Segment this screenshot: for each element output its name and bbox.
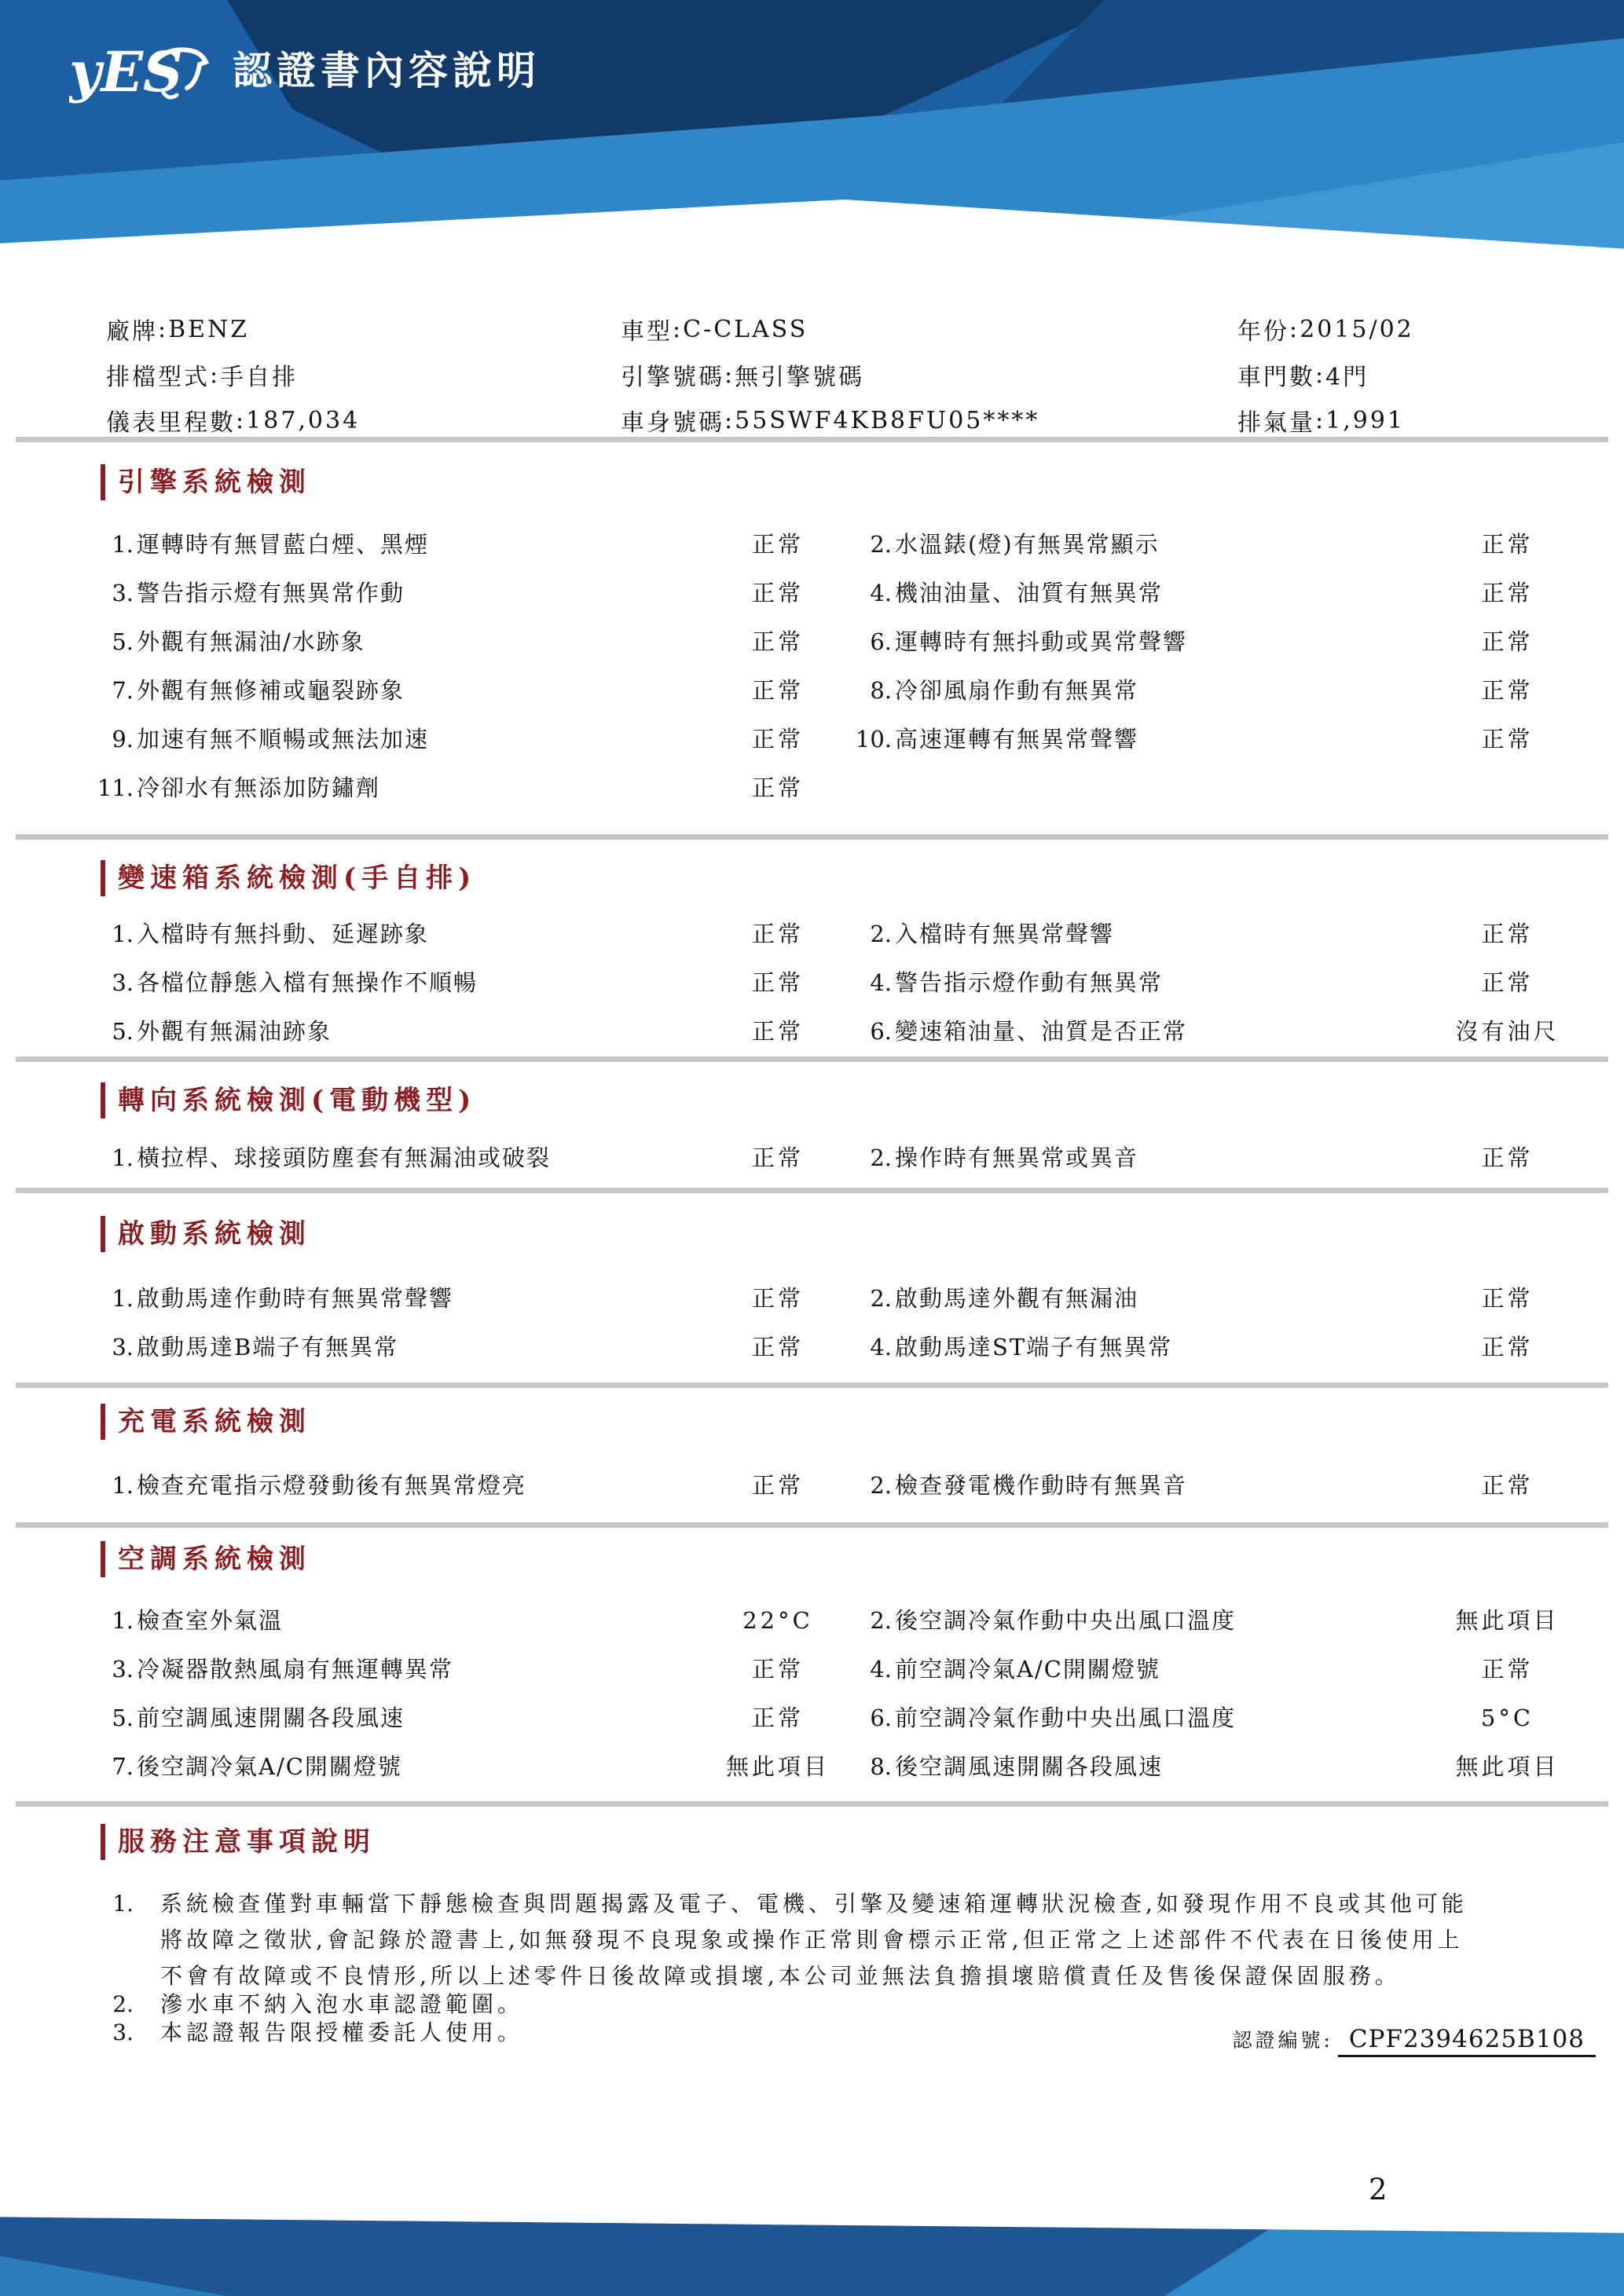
inspection-item-number: 5. [112,628,134,655]
inspection-item-label [849,968,1438,1016]
inspection-item-text: 啟動馬達作動時有無異常聲響 [137,1285,454,1312]
note-text-line: 系統檢查僅對車輛當下靜態檢查與問題揭露及電子、電機、引擎及變速箱運轉狀況檢查,如發現作用不良或其他可能 [160,1891,1468,1917]
inspection-item-number: 3. [112,969,134,996]
info-colon: : [1289,315,1300,343]
inspection-item-text: 運轉時有無冒藍白煙、黑煙 [137,531,430,558]
inspection-item-text: 警告指示燈作動有無異常 [895,969,1164,996]
note-text [134,1886,1468,1994]
inspection-item-result: 正常 [1481,1285,1534,1312]
inspection-item-text: 各檔位靜態入檔有無操作不順暢 [137,969,478,996]
section-title: 變速箱系統檢測(手自排) [118,862,477,894]
inspection-items [90,1606,1560,1800]
section-accent-bar [101,1082,105,1119]
info-field [1222,306,1534,352]
inspection-item-number: 1. [112,1285,134,1312]
info-value: 無引擎號碼 [735,364,865,391]
inspection-section [0,1056,1624,1188]
inspection-item-text: 啟動馬達B端子有無異常 [137,1334,399,1360]
inspection-item-label [90,1470,707,1519]
inspection-item-text: 啟動馬達ST端子有無異常 [895,1334,1173,1360]
inspection-item-result: 正常 [751,1705,804,1731]
inspection-item-label [849,1332,1438,1381]
inspection-item-label [90,968,707,1016]
inspection-item-text: 橫拉桿、球接頭防塵套有無漏油或破裂 [137,1144,552,1171]
inspection-item-label [90,1283,707,1332]
inspection-section [0,834,1624,1056]
section-divider [16,834,1608,840]
inspection-item-result: 正常 [1481,921,1534,947]
info-value: BENZ [168,315,250,343]
inspection-item-label [849,1752,1438,1800]
inspection-item-number: 9. [112,726,134,753]
info-value: 187,034 [246,406,361,434]
page-footer [0,2207,1624,2296]
certificate-number-row [1232,2025,1596,2057]
info-value: 1,991 [1325,406,1405,434]
page-title: 認證書內容說明 [233,47,541,93]
info-label: 車身號碼 [621,409,724,437]
inspection-item-label [849,627,1438,676]
inspection-item-text: 外觀有無漏油跡象 [137,1018,332,1045]
section-title: 轉向系統檢測(電動機型) [118,1085,477,1116]
inspection-item-result: 正常 [1481,628,1534,655]
inspection-item-label [90,919,707,968]
inspection-item-text: 警告指示燈有無異常作動 [137,580,405,606]
section-accent-bar [101,860,105,896]
inspection-item-text: 冷卻水有無添加防鏽劑 [137,774,381,801]
section-title: 空調系統檢測 [118,1543,311,1575]
inspection-item-label [90,578,707,627]
inspection-item-text: 前空調冷氣A/C開關燈號 [895,1656,1160,1683]
inspection-item-number: 7. [112,677,134,704]
page-number: 2 [1369,2173,1388,2206]
info-value: 4門 [1325,364,1369,391]
note-text-line: 本認證報告限授權委託人使用。 [160,2020,524,2045]
inspection-item-text: 入檔時有無異常聲響 [895,921,1115,947]
inspection-item-result: 正常 [1481,1656,1534,1683]
info-label: 排氣量 [1237,409,1315,437]
inspection-item-number: 2. [870,1144,892,1171]
section-divider [16,1188,1608,1193]
section-title: 引擎系統檢測 [118,467,311,498]
inspection-section [0,1522,1624,1801]
inspection-item-result: 正常 [751,628,804,655]
note-number: 1. [112,1891,134,1917]
inspection-item-number: 5. [112,1018,134,1045]
inspection-item-number: 2. [870,921,892,947]
inspection-item-text: 冷卻風扇作動有無異常 [895,677,1139,704]
inspection-item-label [90,1654,707,1703]
info-colon: : [158,315,169,343]
inspection-item-result: 22°C [742,1607,813,1634]
inspection-item-text: 前空調冷氣作動中央出風口溫度 [895,1705,1237,1731]
info-label: 車型 [621,318,673,346]
note-text-line: 將故障之徵狀,會記錄於證書上,如無發現不良現象或操作正常則會標示正常,但正常之上述部件不代表在日後使用上 [160,1927,1464,1953]
inspection-item-number: 3. [112,1334,134,1360]
inspection-item-number: 1. [112,1472,134,1499]
inspection-item-text: 啟動馬達外觀有無漏油 [895,1285,1139,1312]
inspection-item-result: 無此項目 [1455,1753,1560,1780]
inspection-item-result: 5°C [1480,1705,1534,1731]
section-divider [16,1382,1608,1388]
inspection-item-number: 8. [870,1753,892,1780]
inspection-item-number: 1. [112,1607,134,1634]
inspection-item-text: 檢查發電機作動時有無異音 [895,1472,1188,1499]
info-colon: : [210,361,221,389]
info-label: 廠牌 [106,318,158,346]
info-field [605,352,1222,397]
inspection-item-text: 加速有無不順暢或無法加速 [137,726,430,753]
inspection-item-result: 正常 [1481,969,1534,996]
inspection-item-label [90,1703,707,1752]
inspection-item-label [849,1703,1438,1752]
info-colon: : [236,406,247,434]
inspection-item-number: 2. [870,531,892,558]
inspection-item-result: 正常 [1481,1144,1534,1171]
info-colon: : [724,361,735,389]
yes-logo [69,33,212,108]
inspection-item-label [849,1654,1438,1703]
inspection-item-text: 前空調風速開關各段風速 [137,1705,405,1731]
certificate-number-value: CPF2394625B108 [1338,2025,1596,2057]
inspection-item-label [90,1752,707,1800]
note-number: 3. [112,2020,134,2045]
section-title: 啟動系統檢測 [118,1218,311,1250]
inspection-item-result: 正常 [751,1472,804,1499]
note-number: 2. [112,1991,134,2017]
inspection-item-result: 正常 [751,580,804,606]
inspection-item-label [90,1606,707,1654]
info-field [605,306,1222,352]
section-title-row [101,1404,311,1440]
info-colon: : [1315,406,1326,434]
inspection-items [90,1283,1534,1381]
inspection-item-text: 後空調冷氣A/C開關燈號 [137,1753,402,1780]
inspection-item-label [849,676,1438,724]
inspection-item-result: 沒有油尺 [1455,1018,1560,1045]
inspection-item-result: 正常 [751,921,804,947]
inspection-item-text: 操作時有無異常或異音 [895,1144,1139,1171]
info-colon: : [1315,361,1326,389]
inspection-item-label [90,1143,707,1192]
inspection-item-result: 正常 [1481,1334,1534,1360]
inspection-item-result: 正常 [751,1018,804,1045]
section-divider [16,1522,1608,1528]
inspection-item-result: 正常 [1481,531,1534,558]
inspection-item-result: 無此項目 [725,1753,830,1780]
inspection-item-text: 檢查充電指示燈發動後有無異常燈亮 [137,1472,527,1499]
inspection-items [90,1470,1534,1519]
inspection-item-label [849,578,1438,627]
info-value: C-CLASS [683,315,808,343]
inspection-item-result: 正常 [751,531,804,558]
inspection-item-number: 4. [870,969,892,996]
inspection-section [0,1188,1624,1382]
inspection-item-label [849,1283,1438,1332]
info-value: 手自排 [220,364,299,391]
section-accent-bar [101,1541,105,1577]
inspection-item-number: 5. [112,1705,134,1731]
inspection-item-result: 正常 [751,1656,804,1683]
section-accent-bar [101,1824,105,1860]
note-text-line: 滲水車不納入泡水車認證範圍。 [160,1991,524,2017]
inspection-item-label [849,1606,1438,1654]
inspection-item-text: 高速運轉有無異常聲響 [895,726,1139,753]
info-label: 儀表里程數 [106,409,236,437]
info-colon: : [724,406,735,434]
inspection-section [0,437,1624,834]
info-field [1222,352,1534,397]
inspection-item-result: 正常 [751,726,804,753]
section-title-row [101,1824,376,1860]
section-title-row [101,1541,311,1577]
section-divider [16,437,1608,442]
notes-section [0,1801,1624,2131]
inspection-item-number: 8. [870,677,892,704]
yes-logo-text: yES [69,39,183,104]
inspection-item-text: 外觀有無修補或龜裂跡象 [137,677,405,704]
inspection-items [90,529,1534,822]
info-label: 排檔型式 [106,364,210,391]
note-item [90,1886,1567,1994]
section-divider [16,1801,1608,1807]
info-label: 年份 [1237,318,1289,346]
inspection-item-label [90,676,707,724]
section-title-row [101,1082,476,1119]
info-label: 引擎號碼 [621,364,724,391]
inspection-item-text: 後空調冷氣作動中央出風口溫度 [895,1607,1237,1634]
inspection-item-result: 無此項目 [1455,1607,1560,1634]
info-field [90,352,605,397]
inspection-item-text: 外觀有無漏油/水跡象 [137,628,365,655]
inspection-items [90,1143,1534,1192]
inspection-item-label [849,1143,1438,1192]
page-header [0,0,1624,273]
inspection-item-result: 正常 [751,1144,804,1171]
info-value: 55SWF4KB8FU05**** [735,406,1040,434]
section-title: 充電系統檢測 [118,1406,311,1437]
section-divider [16,1056,1608,1062]
inspection-item-text: 水溫錶(燈)有無異常顯示 [895,531,1160,558]
inspection-item-result: 正常 [751,1334,804,1360]
inspection-item-number: 7. [112,1753,134,1780]
inspection-item-number: 1. [112,531,134,558]
inspection-item-text: 檢查室外氣溫 [137,1607,284,1634]
inspection-item-number: 2. [870,1285,892,1312]
inspection-item-number: 11. [97,774,134,801]
info-value: 2015/02 [1300,315,1414,343]
certificate-number-label: 認證編號: [1232,2029,1333,2052]
inspection-item-label [90,773,707,822]
inspection-item-number: 3. [112,580,134,606]
inspection-item-number: 4. [870,1656,892,1683]
vehicle-info [90,306,1534,443]
info-label: 車門數 [1237,364,1315,391]
inspection-item-result: 正常 [1481,677,1534,704]
inspection-item-text: 變速箱油量、油質是否正常 [895,1018,1188,1045]
inspection-item-result: 正常 [1481,580,1534,606]
inspection-item-number: 4. [870,1334,892,1360]
section-title: 服務注意事項說明 [118,1826,376,1858]
section-accent-bar [101,1404,105,1440]
inspection-item-number: 6. [870,628,892,655]
inspection-item-text: 冷凝器散熱風扇有無運轉異常 [137,1656,454,1683]
inspection-item-result: 正常 [1481,726,1534,753]
inspection-item-number: 10. [855,726,892,753]
inspection-item-number: 4. [870,580,892,606]
inspection-items [90,919,1560,1065]
inspection-item-result: 正常 [751,969,804,996]
inspection-item-result: 正常 [1481,1472,1534,1499]
inspection-item-label [849,529,1438,578]
inspection-item-number: 2. [870,1472,892,1499]
section-title-row [101,860,476,896]
inspection-item-number: 6. [870,1705,892,1731]
inspection-item-label [90,1332,707,1381]
inspection-item-result: 正常 [751,1285,804,1312]
note-text-line: 不會有故障或不良情形,所以上述零件日後故障或損壞,本公司並無法負擔損壞賠償責任及售後保證保固服務。 [160,1963,1401,1989]
inspection-item-label [849,724,1438,773]
inspection-item-number: 6. [870,1018,892,1045]
inspection-item-number: 1. [112,921,134,947]
section-accent-bar [101,464,105,500]
inspection-item-text: 後空調風速開關各段風速 [895,1753,1164,1780]
inspection-item-result: 正常 [751,774,804,801]
inspection-item-label [849,1470,1438,1519]
inspection-item-text: 入檔時有無抖動、延遲跡象 [137,921,430,947]
info-field [90,306,605,352]
inspection-item-text: 運轉時有無抖動或異常聲響 [895,628,1188,655]
inspection-section [0,1382,1624,1522]
inspection-item-number: 2. [870,1607,892,1634]
info-colon: : [673,315,684,343]
section-accent-bar [101,1216,105,1252]
section-title-row [101,1216,311,1252]
note-text [134,2015,523,2051]
inspection-item-number: 3. [112,1656,134,1683]
inspection-item-number: 1. [112,1144,134,1171]
section-title-row [101,464,311,500]
inspection-item-label [849,919,1438,968]
inspection-item-label [90,529,707,578]
inspection-item-result: 正常 [751,677,804,704]
inspection-item-text: 機油油量、油質有無異常 [895,580,1164,606]
inspection-item-label [90,627,707,676]
inspection-item-label [90,724,707,773]
